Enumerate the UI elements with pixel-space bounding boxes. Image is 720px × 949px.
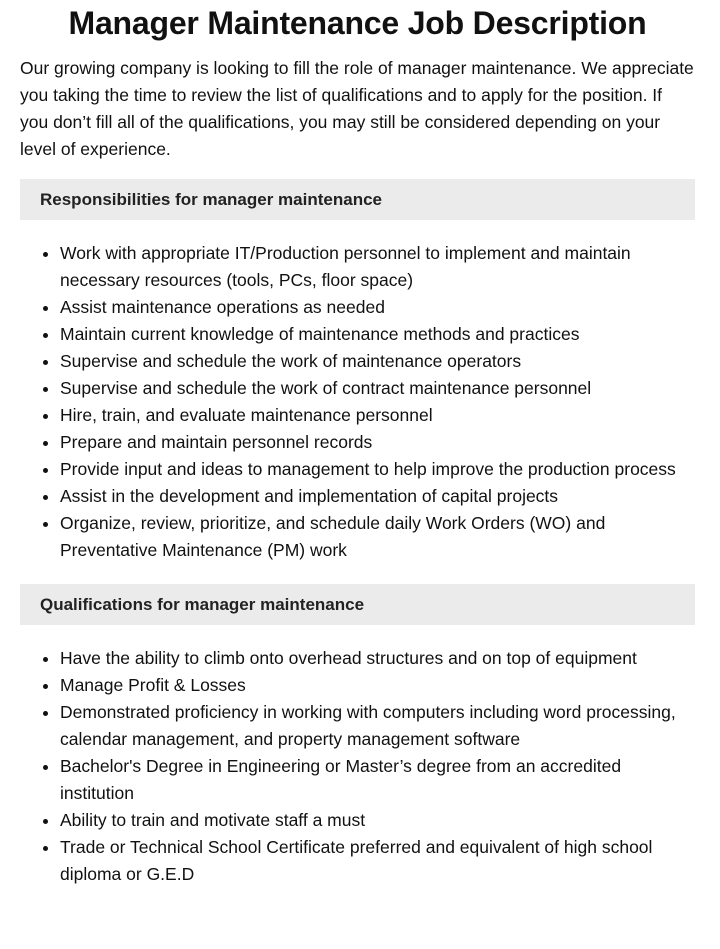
list-item: • Have the ability to climb onto overhead structures and on top of equipment [60,645,695,672]
list-item: • Assist in the development and implementation of capital projects [60,483,695,510]
list-item: • Organize, review, prioritize, and schedule daily Work Orders (WO) and Preventative Maintenance (PM) work [60,510,695,564]
list-item: • Manage Profit & Losses [60,672,695,699]
responsibilities-heading: Responsibilities for manager maintenance [20,179,695,220]
list-item: • Supervise and schedule the work of contract maintenance personnel [60,375,695,402]
intro-paragraph: Our growing company is looking to fill the role of manager maintenance. We appreciate you taking the time to review the list of qualifications and to apply for the position. If you don’t fill all of the qualifications, you may still be considered depending on your level of experience. [20,58,694,159]
list-item: • Assist maintenance operations as needed [60,294,695,321]
list-item: • Supervise and schedule the work of maintenance operators [60,348,695,375]
list-item: • Work with appropriate IT/Production personnel to implement and maintain necessary resources (tools, PCs, floor space) [60,240,695,294]
list-item: • Bachelor's Degree in Engineering or Master’s degree from an accredited institution [60,753,695,807]
list-item: • Maintain current knowledge of maintenance methods and practices [60,321,695,348]
list-item: • Hire, train, and evaluate maintenance personnel [60,402,695,429]
qualifications-list [20,645,695,888]
list-item: • Trade or Technical School Certificate preferred and equivalent of high school diploma or G.E.D [60,834,695,888]
list-item: • Ability to train and motivate staff a must [60,807,695,834]
responsibilities-list [20,240,695,564]
list-item: • Demonstrated proficiency in working with computers including word processing, calendar management, and property management software [60,699,695,753]
list-item: • Prepare and maintain personnel records [60,429,695,456]
list-item: • Provide input and ideas to management to help improve the production process [60,456,695,483]
qualifications-heading: Qualifications for manager maintenance [20,584,695,625]
page-title: Manager Maintenance Job Description [68,5,647,41]
